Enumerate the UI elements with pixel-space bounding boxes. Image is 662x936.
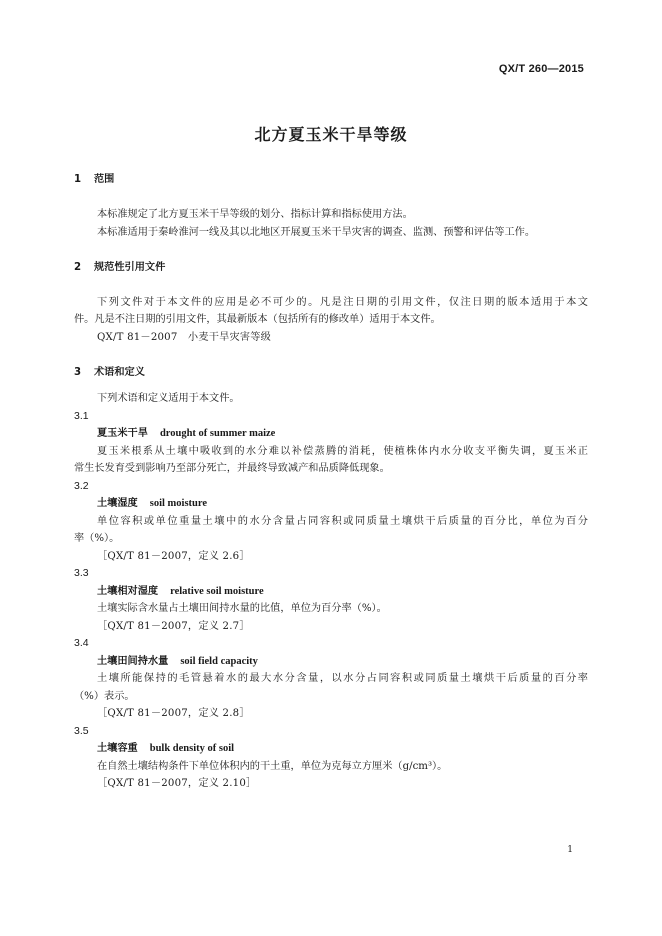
term-english: soil field capacity [180,655,258,667]
section-1-heading [74,171,588,189]
definition-line: 常生长发育受到影响乃至部分死亡，并最终导致减产和品质降低现象。 [74,463,390,474]
term-source: ［QX/T 81－2007，定义 2.7］ [97,620,250,632]
term-heading [74,425,588,443]
definition-line: 夏玉米根系从土壤中吸收到的水分难以补偿蒸腾的消耗，使植株体内水分收支平衡失调，夏玉米正 [97,445,588,457]
term-english: relative soil moisture [170,585,264,597]
term-source: ［QX/T 81－2007，定义 2.10］ [97,778,257,789]
paragraph: 本标准适用于秦岭淮河一线及其以北地区开展夏玉米干旱灾害的调查、监测、预警和评估等工作。 [97,226,536,238]
section-number: 3 [74,366,82,378]
term-number: 3.1 [74,409,89,422]
section-title: 规范性引用文件 [94,261,166,273]
paragraph: 本标准规定了北方夏玉米干旱等级的划分、指标计算和指标使用方法。 [97,209,413,220]
term-number: 3.3 [74,567,89,579]
paragraph-line: 下列文件对于本文件的应用是必不可少的。凡是注日期的引用文件，仅注日期的版本适用于本文 [97,296,588,308]
term-heading [74,740,588,758]
document-title: 北方夏玉米干旱等级 [254,125,408,144]
section-3-heading [74,364,588,382]
term-source: ［QX/T 81－2007，定义 2.8］ [97,708,250,719]
term-english: soil moisture [149,498,208,509]
definition-line: 在自然土壤结构条件下单位体积内的干土重，单位为克每立方厘米（g/cm³）。 [97,760,448,772]
term-number: 3.2 [74,479,89,492]
term-chinese: 土壤湿度 [97,498,138,509]
term-english: bulk density of soil [149,743,235,754]
paragraph-line: 件。凡是不注日期的引用文件，其最新版本（包括所有的修改单）适用于本文件。 [74,314,441,325]
normative-reference: QX/T 81－2007 小麦干旱灾害等级 [97,331,272,343]
term-chinese: 土壤田间持水量 [97,655,169,667]
term-heading [74,495,588,513]
term-source: ［QX/T 81－2007，定义 2.6］ [97,550,250,562]
definition-line: 土壤所能保持的毛管悬着水的最大水分含量，以水分占同容积或同质量土壤烘干后质量的百分率 [97,673,588,684]
definition-line: （%）表示。 [74,690,135,702]
page-number: 1 [567,845,573,855]
section-number: 1 [74,174,82,185]
section-number: 2 [74,261,82,273]
term-number: 3.5 [74,724,89,737]
term-number: 3.4 [74,637,89,649]
section-title: 术语和定义 [94,366,145,378]
term-chinese: 土壤容重 [97,743,138,754]
document-body [74,171,588,793]
term-chinese: 土壤相对湿度 [97,585,159,597]
definition-line: 土壤实际含水量占土壤田间持水量的比值，单位为百分率（%）。 [97,603,387,614]
section-title: 范围 [94,174,115,185]
definition-line: 率（%）。 [74,533,120,544]
term-heading [74,653,588,671]
term-heading [74,583,588,601]
definition-line: 单位容积或单位重量土壤中的水分含量占同容积或同质量土壤烘干后质量的百分比，单位为百分 [97,515,588,527]
term-chinese: 夏玉米干旱 [97,428,148,439]
term-english: drought of summer maize [159,428,276,439]
section-2-heading [74,259,588,277]
paragraph: 下列术语和定义适用于本文件。 [97,393,240,404]
standard-code: QX/T 260—2015 [498,63,584,75]
